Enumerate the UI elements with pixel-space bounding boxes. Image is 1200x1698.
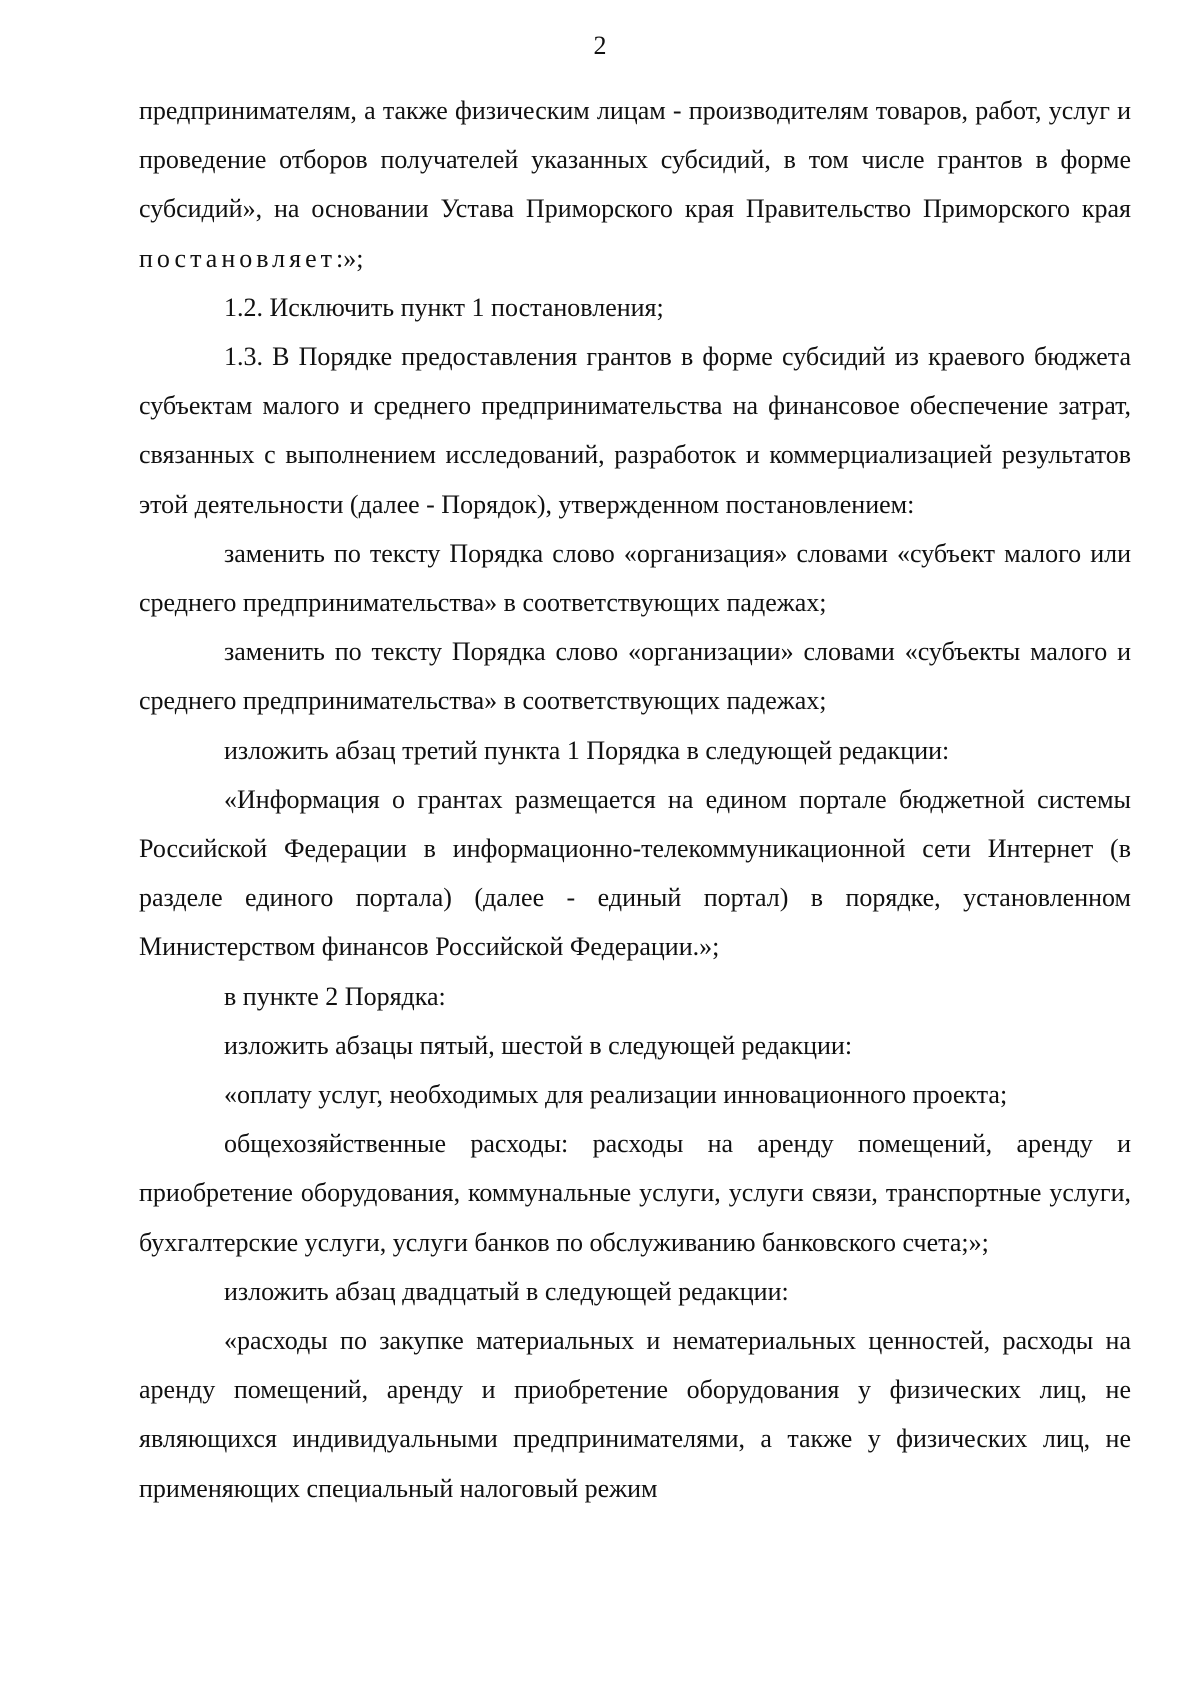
paragraph-item-1-2: 1.2. Исключить пункт 1 постановления; — [224, 292, 664, 322]
paragraph-replace-organizations: заменить по тексту Порядка слово «организации» словами «субъекты малого и среднего предпринимательства» в соответствующих падежах; — [139, 637, 1131, 716]
paragraph-preamble-continuation — [139, 86, 1131, 283]
paragraph-item-1-3: 1.3. В Порядке предоставления грантов в форме субсидий из краевого бюджета субъектам малого и среднего предпринимательства на финансовое обеспечение затрат, связанных с выполнением исследований, разработок и коммерциализацией результатов этой деятельности (далее - Порядок), утвержденном постановлением: — [139, 342, 1131, 519]
paragraph-amend-5-6: изложить абзацы пятый, шестой в следующей редакции: — [224, 1030, 853, 1060]
preamble-text: предпринимателям, а также физическим лицам - производителям товаров, работ, услуг и проведение отборов получателей указанных субсидий, в том числе грантов в форме субсидий», на основании Устава Приморского края Правительство Приморского края — [139, 96, 1131, 224]
document-body — [139, 86, 1131, 1513]
preamble-ending: :»; — [336, 243, 364, 273]
paragraph-replace-organization: заменить по тексту Порядка слово «организация» словами «субъект малого или среднего предпринимательства» в соответствующих падежах; — [139, 538, 1131, 618]
page-number: 2 — [593, 31, 607, 60]
paragraph-amend-point-1: изложить абзац третий пункта 1 Порядка в следующей редакции: — [224, 735, 950, 765]
paragraph-services-quote: «оплату услуг, необходимых для реализации инновационного проекта; — [224, 1080, 1008, 1110]
decree-verb: постановляет — [139, 243, 337, 273]
paragraph-procurement-expenses: «расходы по закупке материальных и нематериальных ценностей, расходы на аренду помещений, аренду и приобретение оборудования у физических лиц, не являющихся индивидуальными предпринимателями, а также у физических лиц, не применяющих специальный налоговый режим — [139, 1326, 1131, 1503]
paragraph-point-2: в пункте 2 Порядка: — [224, 981, 446, 1011]
paragraph-amend-20: изложить абзац двадцатый в следующей редакции: — [224, 1276, 789, 1306]
paragraph-overhead-expenses: общехозяйственные расходы: расходы на аренду помещений, аренду и приобретение оборудования, коммунальные услуги, услуги связи, транспортные услуги, бухгалтерские услуги, услуги банков по обслуживанию банковского счета;»; — [139, 1129, 1131, 1257]
paragraph-grant-info-quote: «Информация о грантах размещается на едином портале бюджетной системы Российской Федерации в информационно-телекоммуникационной сети Интернет (в разделе единого портала) (далее - единый портал) в порядке, установленном Министерством финансов Российской Федерации.»; — [139, 784, 1131, 962]
